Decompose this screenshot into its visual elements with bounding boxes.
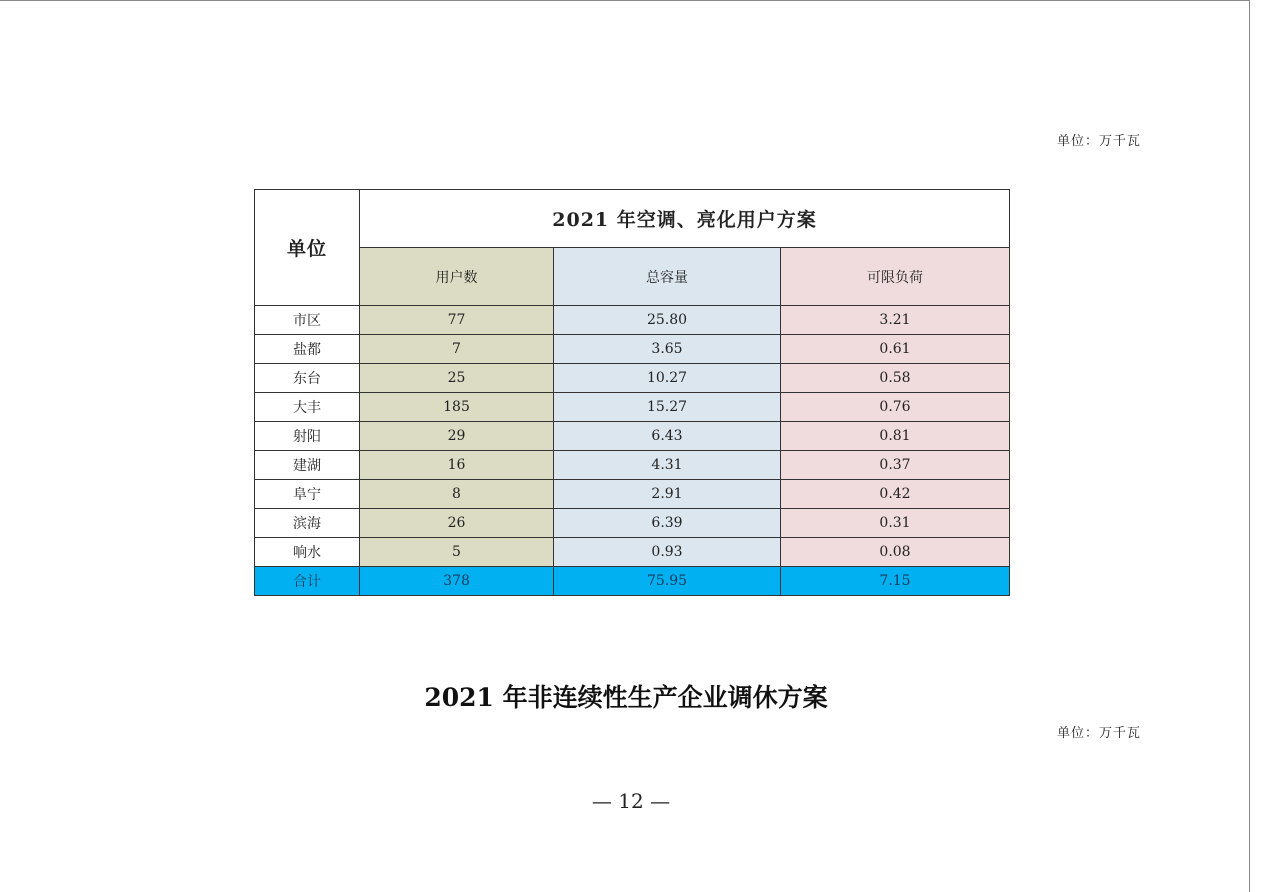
table-column-header-row [255,248,1010,306]
table-row [255,306,1010,335]
table-row [255,480,1010,509]
cell-capacity: 25.80 [554,306,781,335]
row-name: 响水 [255,538,360,567]
unit-label-bottom: 单位：万千瓦 [1057,726,1142,741]
table-row [255,393,1010,422]
row-name: 射阳 [255,422,360,451]
cell-users: 26 [360,509,554,538]
cell-users: 25 [360,364,554,393]
cell-limit: 0.37 [781,451,1010,480]
section-title: 2021 年非连续性生产企业调休方案 [424,683,828,712]
unit-column-header: 单位 [255,190,360,306]
cell-capacity: 10.27 [554,364,781,393]
air-conditioning-lighting-plan-table [254,189,1010,596]
cell-capacity: 0.93 [554,538,781,567]
row-name: 市区 [255,306,360,335]
total-limit: 7.15 [781,567,1010,596]
cell-limit: 0.58 [781,364,1010,393]
cell-limit: 3.21 [781,306,1010,335]
cell-users: 8 [360,480,554,509]
table-total-row [255,567,1010,596]
column-header-capacity: 总容量 [554,248,781,306]
cell-users: 185 [360,393,554,422]
cell-limit: 0.81 [781,422,1010,451]
cell-users: 29 [360,422,554,451]
cell-limit: 0.08 [781,538,1010,567]
row-name: 阜宁 [255,480,360,509]
cell-capacity: 2.91 [554,480,781,509]
row-name: 滨海 [255,509,360,538]
table-title: 2021 年空调、亮化用户方案 [360,190,1010,248]
cell-limit: 0.61 [781,335,1010,364]
total-capacity: 75.95 [554,567,781,596]
column-header-limit: 可限负荷 [781,248,1010,306]
row-name: 盐都 [255,335,360,364]
cell-limit: 0.31 [781,509,1010,538]
cell-capacity: 3.65 [554,335,781,364]
table-row [255,451,1010,480]
column-header-users: 用户数 [360,248,554,306]
cell-users: 77 [360,306,554,335]
cell-users: 5 [360,538,554,567]
cell-capacity: 6.39 [554,509,781,538]
cell-capacity: 15.27 [554,393,781,422]
row-name: 大丰 [255,393,360,422]
table-row [255,335,1010,364]
row-name: 东台 [255,364,360,393]
cell-users: 7 [360,335,554,364]
cell-limit: 0.76 [781,393,1010,422]
total-users: 378 [360,567,554,596]
unit-label-top: 单位：万千瓦 [1057,134,1142,149]
cell-capacity: 4.31 [554,451,781,480]
table-row [255,364,1010,393]
row-name: 建湖 [255,451,360,480]
table-title-row [255,190,1010,248]
cell-users: 16 [360,451,554,480]
table-row [255,509,1010,538]
page-number: — 12 — [591,789,671,813]
table-row [255,422,1010,451]
total-label: 合计 [255,567,360,596]
table-row [255,538,1010,567]
cell-limit: 0.42 [781,480,1010,509]
cell-capacity: 6.43 [554,422,781,451]
